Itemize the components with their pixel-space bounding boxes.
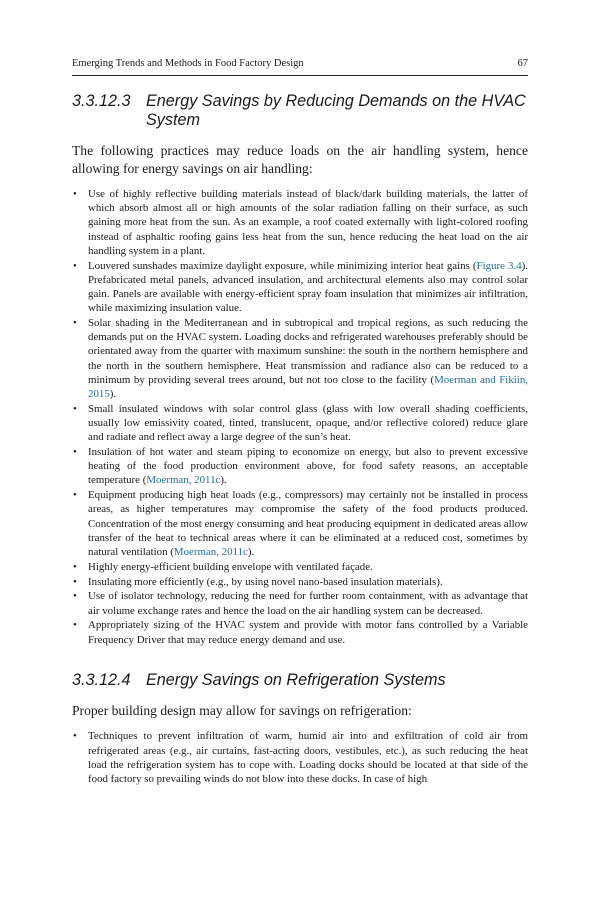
section-heading-3-3-12-3	[72, 92, 528, 130]
bullet-icon: •	[73, 489, 77, 502]
list-item-text: Insulating more efficiently (e.g., by using novel nano-based insulation materials).	[88, 575, 443, 588]
list-item	[72, 488, 528, 559]
bullet-icon: •	[73, 560, 77, 573]
list-item-text: Use of isolator technology, reducing the need for further room containment, with as advantage that air volume exchange rates and hence the load on the air handling system can be decreased.	[88, 590, 528, 617]
list-item-text: Highly energy-efficient building envelope with ventilated façade.	[88, 560, 373, 573]
bullet-icon: •	[73, 259, 77, 272]
list-item	[72, 445, 528, 488]
list-item	[72, 560, 528, 574]
list-item	[72, 402, 528, 445]
list-item-text: Use of highly reflective building materials instead of black/dark building materials, the latter of which absorb almost all or high amounts of the solar radiation falling on their surface, as such gaining more heat from the sun. As an example, a roof coated externally with light-colored roofing instead of asphaltic roofing gains less heat from the sun, hence reducing the heat load on the air handling system in a plant.	[88, 188, 528, 257]
section-number: 3.3.12.4	[72, 670, 131, 689]
list-item	[72, 187, 528, 258]
bullet-icon: •	[73, 446, 77, 459]
running-title: Emerging Trends and Methods in Food Factory Design	[72, 58, 304, 69]
bullet-icon: •	[73, 619, 77, 632]
list-item	[72, 729, 528, 786]
list-item	[72, 575, 528, 589]
header-rule	[72, 75, 528, 76]
list-item-text: Techniques to prevent infiltration of warm, humid air into and exfiltration of cold air from refrigerated areas (e.g., air curtains, fast-acting doors, vestibules, etc.), as such reducing the heat load the refrigeration system has to cope with. Loading docks should be located at that side of the food factory so prevailing winds do not blow into these docks. In case of high	[88, 730, 528, 785]
bullet-list-refrigeration	[72, 729, 528, 786]
section-number: 3.3.12.3	[72, 92, 131, 110]
list-item	[72, 259, 528, 316]
page-content	[72, 92, 528, 787]
citation-link[interactable]: Moerman, 2011c	[173, 546, 248, 559]
bullet-icon: •	[73, 730, 77, 743]
list-item-text: Insulation of hot water and steam piping to economize on energy, but also to prevent excessive heating of the food production environment above, for food safety reasons, an acceptable temperature (	[88, 446, 528, 487]
section-intro: Proper building design may allow for savings on refrigeration:	[72, 702, 412, 718]
list-item-text: Louvered sunshades maximize daylight exposure, while minimizing interior heat gains (	[88, 259, 477, 272]
list-item-text: Small insulated windows with solar control glass (glass with low overall shading coefficients, usually low emissivity coated, tinted, translucent, opaque, and/or reflective colored) reduce glare and radiate and reflect away a large degree of the sun’s heat.	[88, 402, 528, 444]
list-item-text-tail: ).	[109, 388, 117, 401]
section-title: Energy Savings on Refrigeration Systems	[146, 670, 446, 689]
section-heading-3-3-12-4	[72, 671, 528, 690]
list-item-text-tail: ).	[247, 546, 255, 559]
list-item-text: Appropriately sizing of the HVAC system and provide with motor fans controlled by a Variable Frequency Driver that may reduce energy demand and use.	[88, 619, 528, 646]
list-item	[72, 618, 528, 646]
bullet-list-hvac	[72, 187, 528, 647]
bullet-icon: •	[73, 575, 77, 588]
bullet-icon: •	[73, 402, 77, 415]
section-title: Energy Savings by Reducing Demands on the HVAC System	[146, 92, 526, 129]
bullet-icon: •	[73, 590, 77, 603]
list-item-text-tail: ). Prefabricated metal panels, advanced insulation, and architectural elements also may control solar gain. Panels are available with energy-efficient spray foam insulation that minimizes air infiltration, while maximizing insulation value.	[88, 259, 528, 315]
list-item	[72, 589, 528, 617]
list-item	[72, 316, 528, 401]
citation-link[interactable]: Moerman and Fikiin, 2015	[88, 373, 528, 401]
page-number: 67	[517, 58, 528, 69]
citation-link[interactable]: Figure 3.4	[476, 259, 522, 272]
section-3-3-12-4	[72, 671, 528, 786]
citation-link[interactable]: Moerman, 2011c	[146, 474, 221, 487]
list-item-text-tail: ).	[220, 474, 227, 487]
list-item-text: Equipment producing high heat loads (e.g., compressors) may certainly not be installed in process areas, as higher temperatures may compromise the safety of the food products produced. Concentration of the most energy consuming and heat producing equipment in dedicated areas allow transfer of the heat to technical areas where it can be eliminated at a reduced cost, sometimes by natural ventilation (	[88, 489, 528, 559]
bullet-icon: •	[73, 188, 77, 200]
list-item-text: Solar shading in the Mediterranean and in subtropical and tropical regions, as such reducing the demands put on the HVAC system. Loading docks and refrigerated warehouses preferably should be orientated away from the quarter with maximum sunshine: the south in the northern hemisphere and the north in the southern hemisphere. Heat transmission and radiance also can be reduced to a minimum by providing several trees around, but not too close to the facility (	[88, 317, 528, 386]
running-head	[72, 58, 528, 70]
section-intro: The following practices may reduce loads on the air handling system, hence allowing for energy savings on air handling:	[72, 143, 528, 176]
bullet-icon: •	[73, 317, 77, 330]
